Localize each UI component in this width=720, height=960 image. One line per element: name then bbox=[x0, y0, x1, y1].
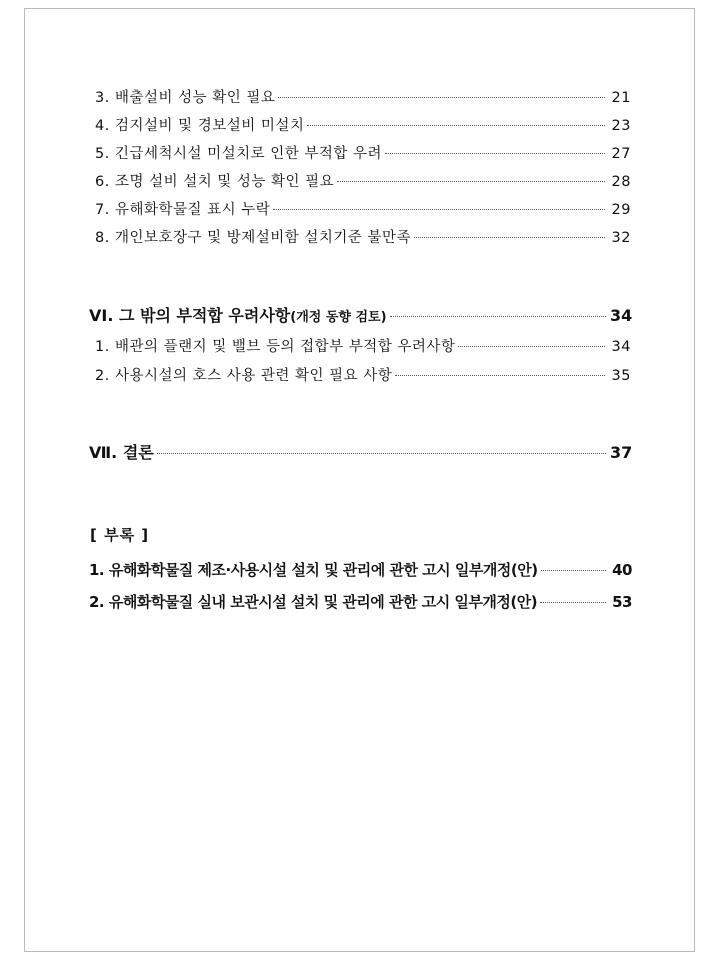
toc-entry-label: 8. 개인보호장구 및 방제설비함 설치기준 불만족 bbox=[95, 230, 412, 246]
dot-leader bbox=[385, 153, 605, 154]
toc-page-number: 28 bbox=[611, 174, 631, 190]
toc-entry-label: 1. 유해화학물질 제조·사용시설 설치 및 관리에 관한 고시 일부개정(안) bbox=[89, 561, 538, 579]
dot-leader bbox=[540, 602, 606, 603]
toc-page-number: 40 bbox=[612, 561, 632, 579]
toc-chapter-label bbox=[89, 303, 387, 326]
toc-entry[interactable] bbox=[95, 170, 631, 191]
dot-leader bbox=[458, 346, 605, 347]
dot-leader bbox=[414, 237, 605, 238]
toc-page-number: 27 bbox=[611, 146, 631, 162]
toc-entry[interactable] bbox=[95, 335, 631, 356]
toc-entry-label: 5. 긴급세척시설 미설치로 인한 부적합 우려 bbox=[95, 146, 382, 162]
toc-entry-label: 7. 유해화학물질 표시 누락 bbox=[95, 202, 271, 218]
toc-chapter-vii[interactable] bbox=[89, 440, 632, 463]
toc-chapter-label: Ⅶ. 결론 bbox=[89, 443, 154, 462]
toc-entry-label: 2. 사용시설의 호스 사용 관련 확인 필요 사항 bbox=[95, 368, 393, 384]
toc-chapter-vi[interactable] bbox=[89, 303, 632, 326]
toc-entry[interactable] bbox=[95, 364, 631, 385]
dot-leader bbox=[390, 316, 606, 317]
toc-entry-label: 1. 배관의 플랜지 및 밸브 등의 접합부 부적합 우려사항 bbox=[95, 339, 456, 355]
toc-entry[interactable] bbox=[95, 198, 631, 219]
toc-entry[interactable] bbox=[95, 226, 631, 247]
toc-entry[interactable] bbox=[95, 142, 631, 163]
dot-leader bbox=[395, 375, 605, 376]
dot-leader bbox=[273, 209, 605, 210]
toc-page-number: 53 bbox=[612, 593, 632, 611]
toc-page-number: 29 bbox=[611, 202, 631, 218]
toc-entry-label: 2. 유해화학물질 실내 보관시설 설치 및 관리에 관한 고시 일부개정(안) bbox=[89, 593, 538, 611]
toc-entry-label: 6. 조명 설비 설치 및 성능 확인 필요 bbox=[95, 174, 335, 190]
toc-page-number: 23 bbox=[611, 118, 631, 134]
toc-page-number: 34 bbox=[611, 339, 631, 355]
dot-leader bbox=[307, 125, 605, 126]
chapter-title: VI. 그 밖의 부적합 우려사항 bbox=[89, 306, 291, 325]
toc-page-number: 32 bbox=[611, 230, 631, 246]
chapter-subtitle: (개정 동향 검토) bbox=[290, 310, 387, 325]
toc-page-number: 34 bbox=[610, 306, 633, 325]
dot-leader bbox=[157, 453, 606, 454]
appendix-heading: [ 부록 ] bbox=[90, 526, 150, 544]
toc-entry[interactable] bbox=[95, 86, 631, 107]
toc-appendix-entry[interactable] bbox=[89, 559, 632, 580]
toc-entry-label: 4. 검지설비 및 경보설비 미설치 bbox=[95, 118, 305, 134]
toc-page-number: 37 bbox=[610, 443, 633, 462]
toc-page-number: 21 bbox=[611, 90, 631, 106]
toc-appendix-entry[interactable] bbox=[89, 591, 632, 612]
toc-entry-label: 3. 배출설비 성능 확인 필요 bbox=[95, 90, 276, 106]
dot-leader bbox=[278, 97, 605, 98]
toc-page-number: 35 bbox=[611, 368, 631, 384]
dot-leader bbox=[337, 181, 605, 182]
toc-entry[interactable] bbox=[95, 114, 631, 135]
dot-leader bbox=[541, 570, 606, 571]
